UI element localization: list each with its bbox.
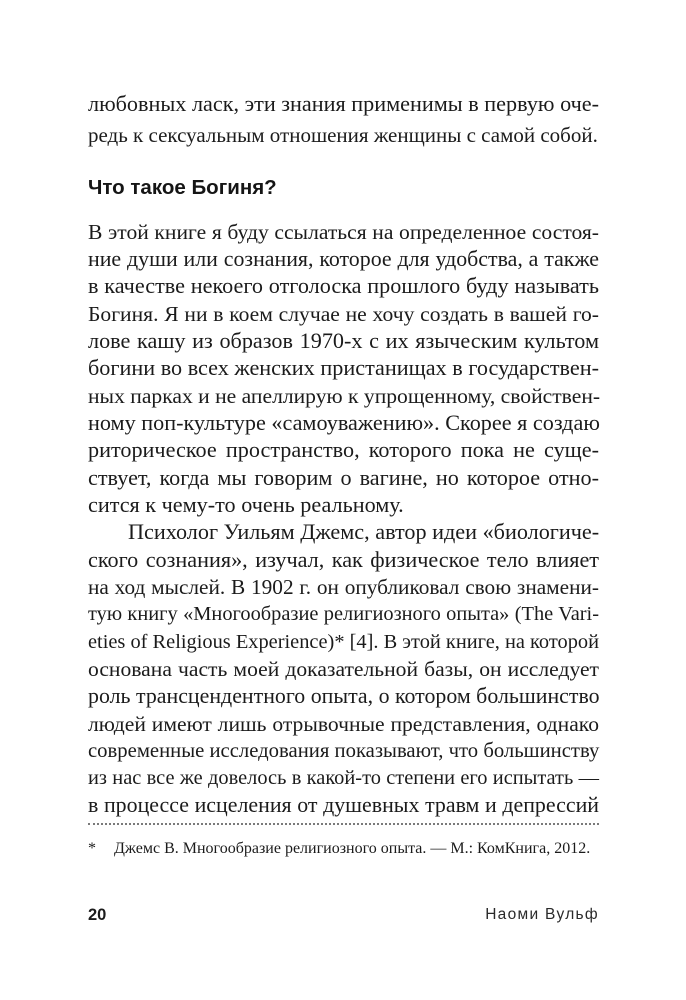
footnote-text: Джемс В. Многообразие религиозного опыта. — М.: КомКнига, 2012. (114, 840, 591, 857)
intro-line: любовных ласк, эти знания применимы в первую оче- (88, 91, 599, 116)
paragraph-line: в качестве некоего отголоска прошлого буду называть (88, 273, 599, 298)
paragraph-line: Богиня. Я ни в коем случае не хочу создать в вашей го- (88, 302, 599, 326)
section-heading: Что такое Богиня? (88, 176, 277, 199)
paragraph-line: роль трансцендентного опыта, о котором большинство (88, 683, 600, 708)
paragraph-line: современные исследования показывают, что большинству (88, 740, 600, 762)
paragraph-line: основана часть моей доказательной базы, он исследует (88, 657, 599, 681)
paragraph-line: ных парках и не апеллирую к упрощенному, свойствен- (88, 384, 601, 408)
paragraph-line: богини во всех женских пристанищах в государствен- (88, 355, 599, 380)
page-number: 20 (88, 906, 107, 924)
paragraph-line: тую книгу «Многообразие религиозного опыта» (The Vari- (88, 603, 599, 625)
paragraph-line: ствует, когда мы говорим о вагине, но которое отно- (88, 465, 599, 490)
paragraph-line: в процессе исцеления от душевных травм и депрессий (88, 792, 599, 817)
intro-line: редь к сексуальным отношения женщины с самой собой. (88, 123, 598, 147)
paragraph-line: сится к чему-то очень реальному. (88, 492, 404, 517)
footnote-divider (88, 823, 599, 825)
paragraph-line: ние души или сознания, которое для удобства, а также (88, 246, 599, 271)
paragraph-line: ского сознания», изучал, как физическое тело влияет (88, 547, 599, 572)
paragraph-line: В этой книге я буду ссылаться на определенное состоя- (88, 220, 599, 244)
paragraph-line: Психолог Уильям Джемс, автор идеи «биологиче- (128, 519, 600, 544)
paragraph-line: на ход мыслей. В 1902 г. он опубликовал свою знамени- (88, 575, 599, 599)
paragraph-line: людей имеют лишь отрывочные представления, однако (88, 712, 599, 736)
paragraph-line: из нас все же довелось в какой-то степени его испытать — (88, 767, 599, 789)
footnote-marker: * (88, 840, 96, 857)
paragraph-line: ному поп-культуре «самоуважению». Скорее я создаю (88, 410, 600, 435)
paragraph-line: eties of Religious Experience)* [4]. В этой книге, на которой (88, 631, 599, 653)
paragraph-line: лове кашу из образов 1970-х с их языческим культом (88, 328, 599, 353)
running-footer-author: Наоми Вульф (485, 906, 599, 923)
paragraph-line: риторическое пространство, которого пока не суще- (88, 437, 599, 462)
